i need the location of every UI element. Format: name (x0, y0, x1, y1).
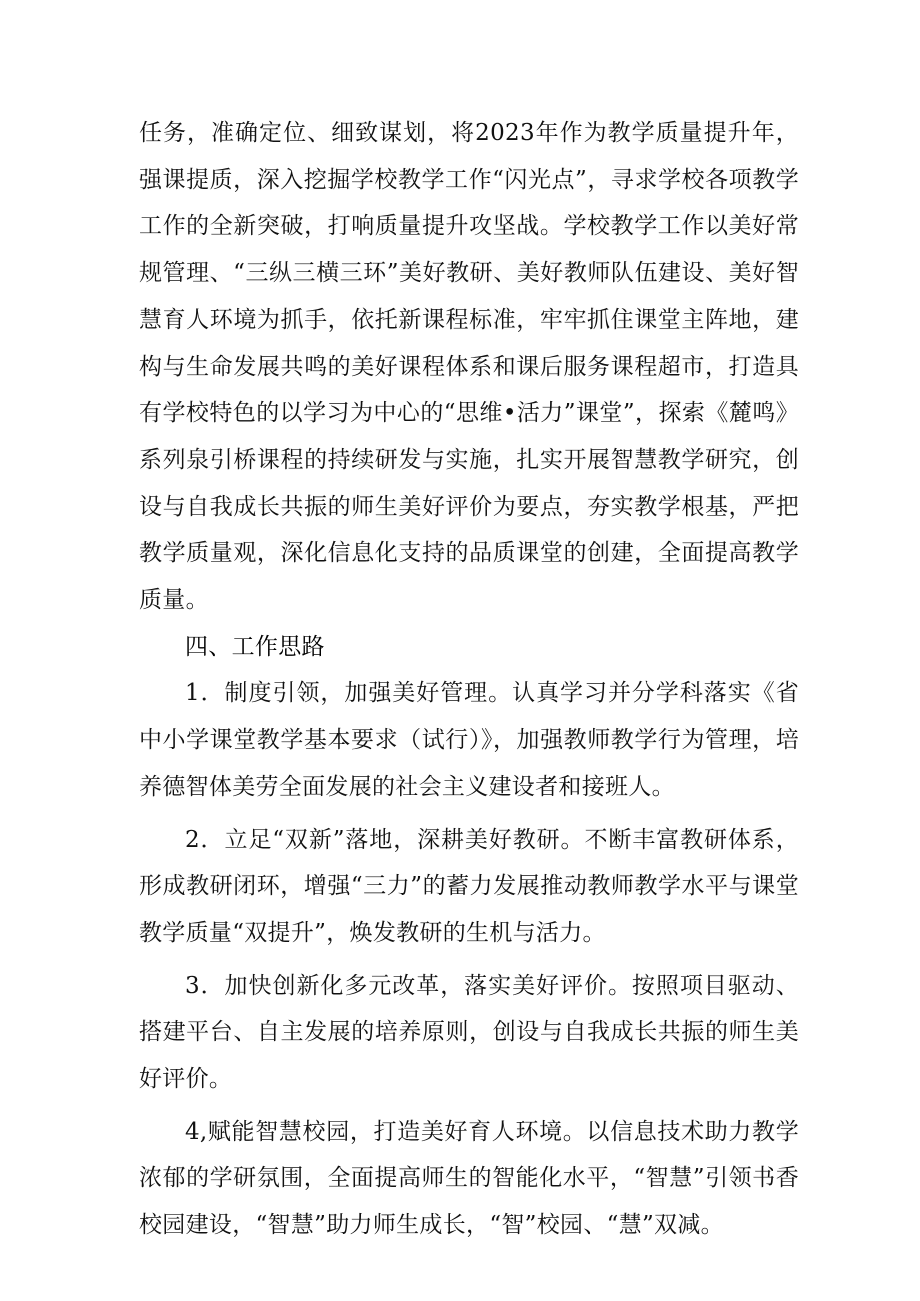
document-page (139, 110, 799, 1249)
section-heading: 四、工作思路 (185, 633, 325, 660)
intro-paragraph: 任务，准确定位、细致谋划，将2023年作为教学质量提升年，强课提质，深入挖掘学校教学工作“闪光点”，寻求学校各项教学工作的全新突破，打响质量提升攻坚战。学校教学工作以美好常规管理、“三纵三横三环”美好教研、美好教师队伍建设、美好智慧育人环境为抓手，依托新课程标准，牢牢抓住课堂主阵地，建构与生命发展共鸣的美好课程体系和课后服务课程超市，打造具有学校特色的以学习为中心的“思维•活力”课堂”，探索《麓鸣》系列泉引桥课程的持续研发与实施，扎实开展智慧教学研究，创设与自我成长共振的师生美好评价为要点，夯实教学根基，严把教学质量观，深化信息化支持的品质课堂的创建，全面提高教学质量。 (139, 120, 799, 614)
list-item-2: 2．立足“双新”落地，深耕美好教研。不断丰富教研体系，形成教研闭环，增强“三力”的蓄力发展推动教师教学水平与课堂教学质量“双提升”，焕发教研的生机与活力。 (139, 826, 799, 946)
list-item-3: 3．加快创新化多元改革，落实美好评价。按照项目驱动、搭建平台、自主发展的培养原则，创设与自我成长共振的师生美好评价。 (139, 972, 799, 1093)
list-item-1: 1．制度引领，加强美好管理。认真学习并分学科落实《省中小学课堂教学基本要求（试行）》，加强教师教学行为管理，培养德智体美劳全面发展的社会主义建设者和接班人。 (139, 680, 799, 800)
list-item-4: 4,赋能智慧校园，打造美好育人环境。以信息技术助力教学浓郁的学研氛围，全面提高师生的智能化水平，“智慧”引领书香校园建设，“智慧”助力师生成长，“智”校园、“慧”双减。 (139, 1118, 799, 1239)
